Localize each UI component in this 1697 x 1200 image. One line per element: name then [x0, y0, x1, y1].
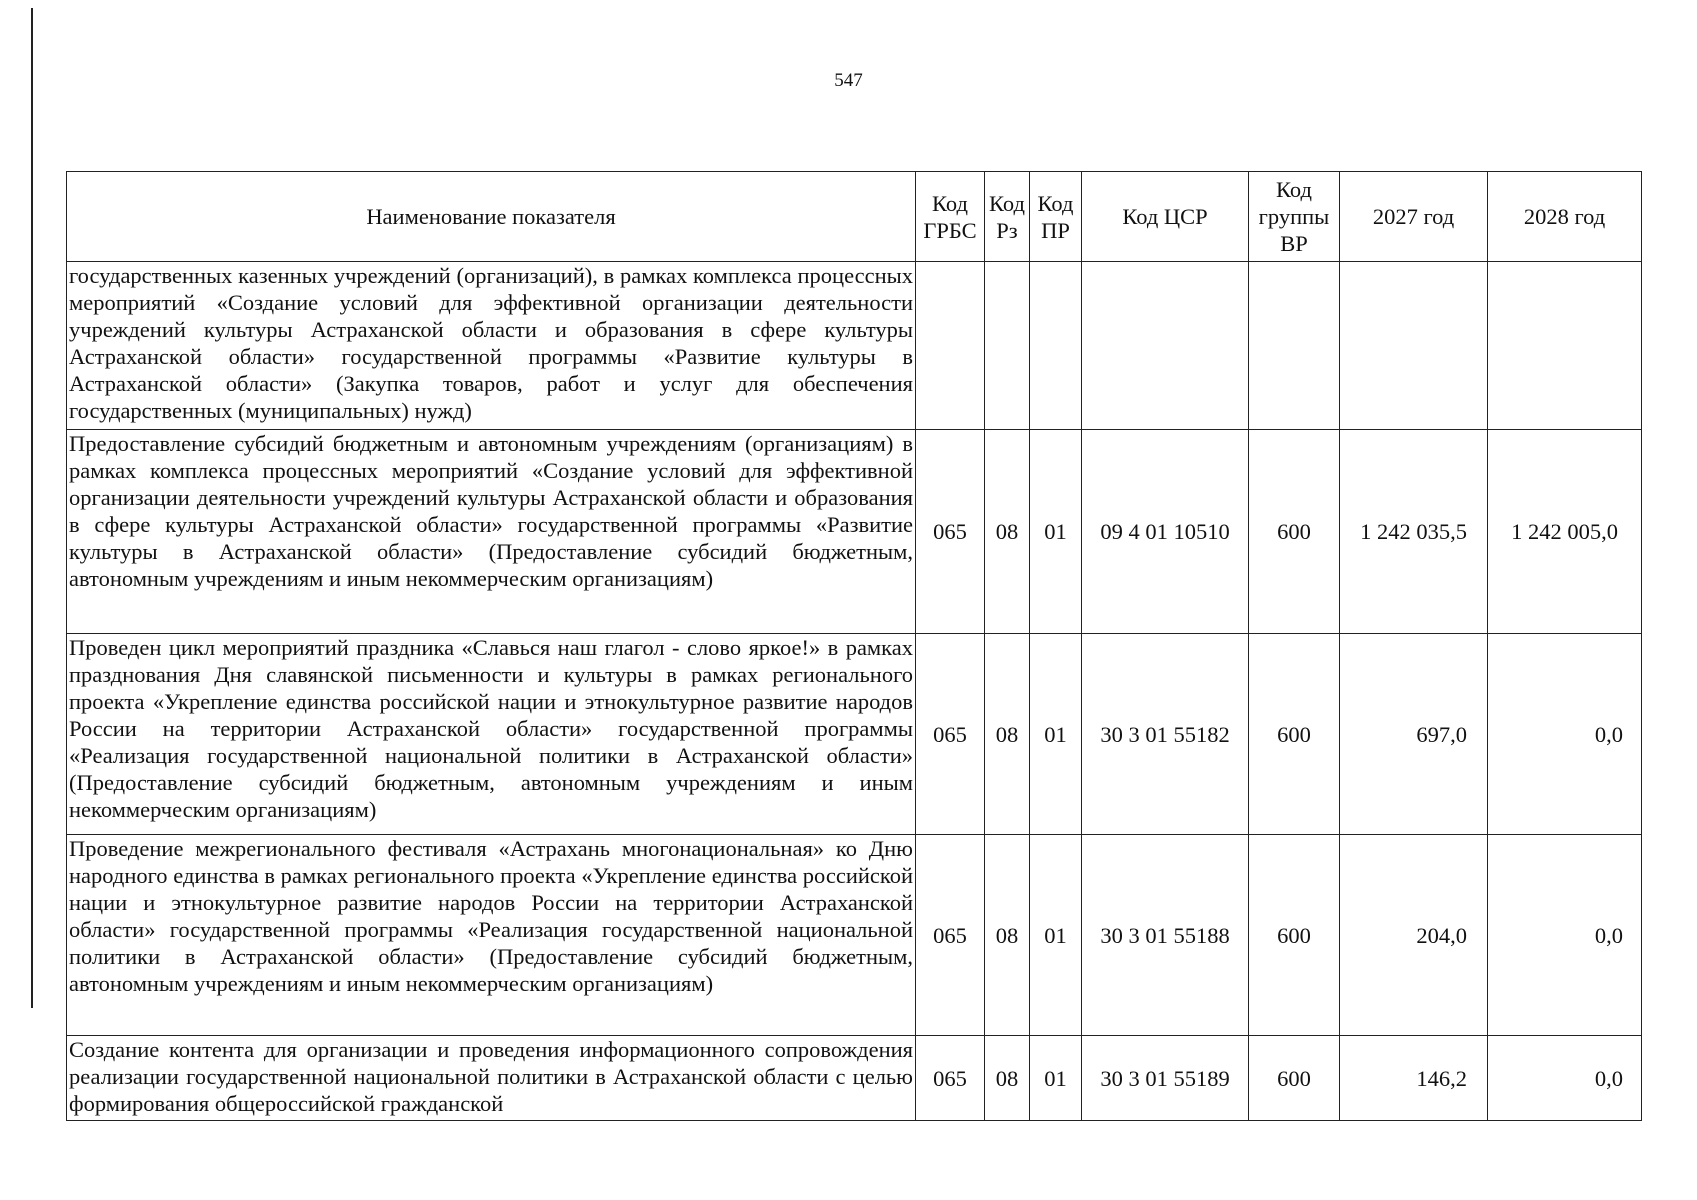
row-name: Проведение межрегионального фестиваля «Астрахань многонациональная» ко Дню народного единства в рамках регионального проекта «Укрепление единства российской нации и этнокультурное развитие народов России на территории Астраханской области» государственной программы «Реализация государственной национальной политики в Астраханской области» (Предоставление субсидий бюджетным, автономным учреждениям и иным некоммерческим организациям)	[67, 835, 916, 1036]
table-header-row	[67, 172, 1642, 262]
row-rz: 08	[985, 430, 1030, 634]
row-pr: 01	[1030, 430, 1082, 634]
row-vr: 600	[1249, 430, 1340, 634]
row-2028: 0,0	[1488, 835, 1642, 1036]
row-2028	[1488, 262, 1642, 430]
row-2028: 0,0	[1488, 634, 1642, 835]
table-row	[67, 430, 1642, 634]
header-pr: Код ПР	[1030, 172, 1082, 262]
header-rz: Код Рз	[985, 172, 1030, 262]
row-vr: 600	[1249, 1036, 1340, 1121]
row-pr: 01	[1030, 1036, 1082, 1121]
row-pr: 01	[1030, 634, 1082, 835]
table-row	[67, 1036, 1642, 1121]
row-rz	[985, 262, 1030, 430]
row-name: Проведен цикл мероприятий праздника «Славься наш глагол - слово яркое!» в рамках празднования Дня славянской письменности и культуры в рамках регионального проекта «Укрепление единства российской нации и этнокультурное развитие народов России на территории Астраханской области» государственной программы «Реализация государственной национальной политики в Астраханской области» (Предоставление субсидий бюджетным, автономным учреждениям и иным некоммерческим организациям)	[67, 634, 916, 835]
row-csr	[1082, 262, 1249, 430]
table-row	[67, 262, 1642, 430]
row-2028: 0,0	[1488, 1036, 1642, 1121]
header-2028: 2028 год	[1488, 172, 1642, 262]
table-row	[67, 634, 1642, 835]
row-name: Создание контента для организации и проведения информационного сопровождения реализации государственной национальной политики в Астраханской области с целью формирования общероссийской гражданской	[67, 1036, 916, 1121]
row-csr: 30 3 01 55189	[1082, 1036, 1249, 1121]
row-grbs: 065	[916, 1036, 985, 1121]
header-vr: Код группы ВР	[1249, 172, 1340, 262]
header-2027: 2027 год	[1340, 172, 1488, 262]
row-csr: 30 3 01 55182	[1082, 634, 1249, 835]
row-name: Предоставление субсидий бюджетным и автономным учреждениям (организациям) в рамках комплекса процессных мероприятий «Создание условий для эффективной организации деятельности учреждений культуры Астраханской области и образования в сфере культуры Астраханской области» государственной программы «Развитие культуры в Астраханской области» (Предоставление субсидий бюджетным, автономным учреждениям и иным некоммерческим организациям)	[67, 430, 916, 634]
row-grbs: 065	[916, 835, 985, 1036]
row-pr: 01	[1030, 835, 1082, 1036]
row-2027: 146,2	[1340, 1036, 1488, 1121]
row-vr	[1249, 262, 1340, 430]
row-grbs: 065	[916, 634, 985, 835]
row-2027: 1 242 035,5	[1340, 430, 1488, 634]
left-margin-line	[31, 8, 33, 1008]
table-row	[67, 835, 1642, 1036]
row-vr: 600	[1249, 634, 1340, 835]
row-grbs	[916, 262, 985, 430]
row-2028: 1 242 005,0	[1488, 430, 1642, 634]
header-grbs: Код ГРБС	[916, 172, 985, 262]
row-vr: 600	[1249, 835, 1340, 1036]
row-rz: 08	[985, 634, 1030, 835]
row-2027: 697,0	[1340, 634, 1488, 835]
row-csr: 30 3 01 55188	[1082, 835, 1249, 1036]
row-pr	[1030, 262, 1082, 430]
row-csr: 09 4 01 10510	[1082, 430, 1249, 634]
header-name: Наименование показателя	[67, 172, 916, 262]
row-2027	[1340, 262, 1488, 430]
page-number: 547	[834, 70, 863, 91]
header-csr: Код ЦСР	[1082, 172, 1249, 262]
budget-table	[66, 171, 1642, 1121]
row-rz: 08	[985, 835, 1030, 1036]
row-name: государственных казенных учреждений (организаций), в рамках комплекса процессных мероприятий «Создание условий для эффективной организации деятельности учреждений культуры Астраханской области и образования в сфере культуры Астраханской области» государственной программы «Развитие культуры в Астраханской области» (Закупка товаров, работ и услуг для обеспечения государственных (муниципальных) нужд)	[67, 262, 916, 430]
row-rz: 08	[985, 1036, 1030, 1121]
row-grbs: 065	[916, 430, 985, 634]
row-2027: 204,0	[1340, 835, 1488, 1036]
